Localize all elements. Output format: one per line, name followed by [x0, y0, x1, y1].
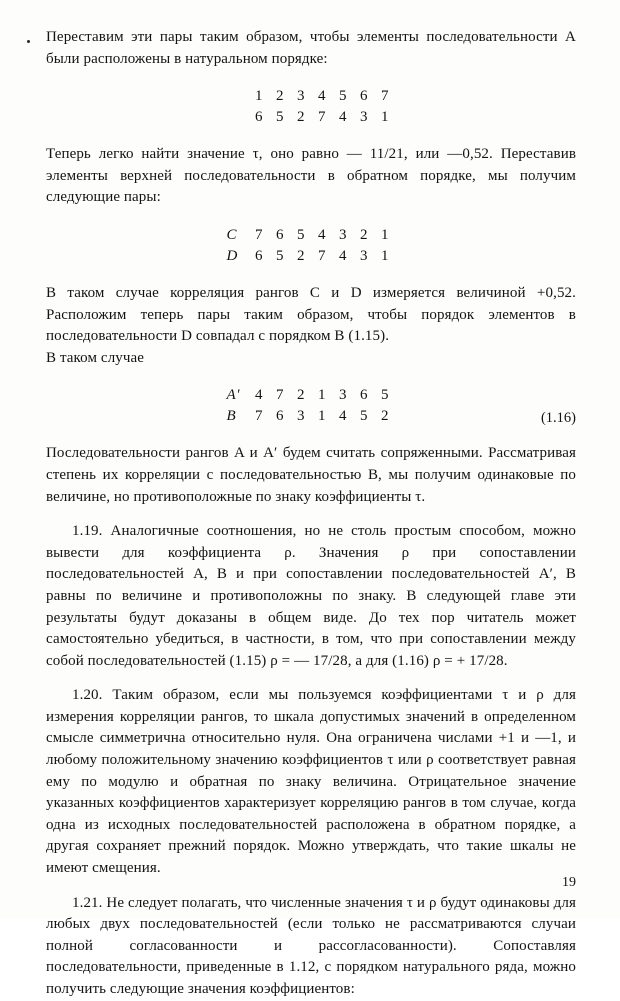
matrix-cell: 6 — [254, 247, 264, 264]
paragraph-6: 1.20. Таким образом, если мы пользуемся коэффициентами τ и ρ для измерения корреляции рангов, то шкала допустимых значений в определенном смысле симметрична относительно нуля. Она ограничена числами +1 и —1, и любому положительному значению коэффициентов τ или ρ соответствует равная ему по модулю и обратная по знаку величина. Отрицательное значение указанных коэффициентов характеризует корреляцию рангов в том случае, когда одна из исходных последовательностей расположена в обратном порядке, а другая сохраняет прежний порядок. Можно утверждать, что такие шкалы не имеют смещения. — [46, 687, 576, 877]
matrix-cell: 4 — [254, 387, 264, 404]
matrix-cell: 6 — [275, 408, 285, 425]
matrix-cell: 5 — [296, 226, 306, 243]
matrix-cell: 3 — [296, 88, 306, 105]
matrix-cell: 7 — [380, 88, 390, 105]
matrix-cell: 7 — [275, 387, 285, 404]
paragraph-2: Теперь легко найти значение τ, оно равно — 11/21, или —0,52. Переставив элементы верхней последовательности в обратном порядке, мы получим следующие пары: — [46, 146, 576, 206]
matrix-cell: 3 — [296, 408, 306, 425]
equation-number: (1.16) — [540, 410, 576, 427]
matrix-row-label — [227, 107, 249, 128]
matrix-cell: 7 — [317, 247, 327, 264]
matrix-cell: 4 — [338, 408, 348, 425]
matrix-row — [46, 225, 576, 246]
matrix-cell: 7 — [317, 109, 327, 126]
matrix-cell: 4 — [338, 109, 348, 126]
paragraph-1: Переставим эти пары таким образом, чтобы элементы последовательности A были расположены в натуральном порядке: — [46, 29, 576, 67]
matrix-block-2 — [46, 225, 576, 267]
matrix-cell: 7 — [254, 408, 264, 425]
paragraph-3: В таком случае корреляция рангов C и D измеряется величиной +0,52. Расположим теперь пары таким образом, чтобы порядок элементов в последовательности D совпадал с порядком B (1.15). — [46, 284, 576, 345]
matrix-cell: 7 — [254, 226, 264, 243]
matrix-row — [46, 107, 576, 128]
matrix-cell: 3 — [338, 387, 348, 404]
matrix-cell: 1 — [317, 387, 327, 404]
matrix-cell: 2 — [275, 88, 285, 105]
matrix-block-1 — [46, 86, 576, 128]
matrix-cell: 2 — [359, 226, 369, 243]
matrix-cell: 5 — [275, 247, 285, 264]
matrix-row-label: B — [226, 408, 237, 425]
matrix-row — [46, 385, 576, 406]
matrix-cell: 4 — [338, 247, 348, 264]
matrix-cell: 3 — [338, 226, 348, 243]
matrix-cell: 4 — [317, 88, 327, 105]
page-number: 19 — [562, 875, 576, 890]
matrix-row — [46, 246, 576, 267]
paragraph-3b: В таком случае — [46, 349, 145, 366]
matrix-cell: 4 — [317, 226, 327, 243]
matrix-cell: 5 — [275, 109, 285, 126]
matrix-row-label — [227, 86, 249, 107]
matrix-cell: 6 — [359, 88, 369, 105]
matrix-cell: 6 — [359, 387, 369, 404]
matrix-cell: 1 — [317, 408, 327, 425]
matrix-row-label: C — [226, 226, 238, 243]
paragraph-5: 1.19. Аналогичные соотношения, но не столь простым способом, можно вывести для коэффициента ρ. Значения ρ при сопоставлении последовательностей A, B и при сопоставлении последовательностей A′, B равны по величине и противоположны по знаку. В следующей главе эти результаты будут доказаны в общем виде. До тех пор читатель может самостоятельно убедиться, в частности, в том, что при сопоставлении между собой последовательностей (1.15) ρ = — 17/28, а для (1.16) ρ = + 17/28. — [46, 523, 576, 669]
matrix-cell: 3 — [359, 247, 369, 264]
matrix-cell: 3 — [359, 109, 369, 126]
matrix-cell: 5 — [380, 387, 390, 404]
matrix-cell: 1 — [380, 109, 390, 126]
equation-block-1-16 — [46, 385, 576, 427]
page-content — [46, 27, 576, 1001]
matrix-cell: 2 — [380, 408, 390, 425]
paragraph-4: Последовательности рангов A и A′ будем считать сопряженными. Рассматривая степень их корреляции с последовательностью B, мы получим одинаковые по величине, но противоположные по знаку коэффициенты τ. — [46, 445, 576, 505]
matrix-cell: 5 — [359, 408, 369, 425]
matrix-cell: 1 — [380, 247, 390, 264]
matrix-cell: 1 — [380, 226, 390, 243]
matrix-cell: 6 — [254, 109, 264, 126]
matrix-cell: 1 — [254, 88, 264, 105]
matrix-cell: 5 — [338, 88, 348, 105]
matrix-row — [46, 406, 576, 427]
matrix-row-label: A′ — [226, 387, 241, 404]
paragraph-7: 1.21. Не следует полагать, что численные значения τ и ρ будут одинаковы для любых двух последовательностей (если только не рассматриваются случаи полной согласованности и рассогласованности). Сопоставляя последовательности, приведенные в 1.12, с порядком натурального ряда, можно получить следующие значения коэффициентов: — [46, 894, 576, 997]
matrix-row-label: D — [226, 247, 238, 264]
matrix-cell: 2 — [296, 247, 306, 264]
matrix-cell: 6 — [275, 226, 285, 243]
matrix-cell: 2 — [296, 387, 306, 404]
matrix-cell: 2 — [296, 109, 306, 126]
matrix-block-3 — [46, 385, 576, 427]
margin-dot-mark — [27, 40, 30, 43]
matrix-row — [46, 86, 576, 107]
